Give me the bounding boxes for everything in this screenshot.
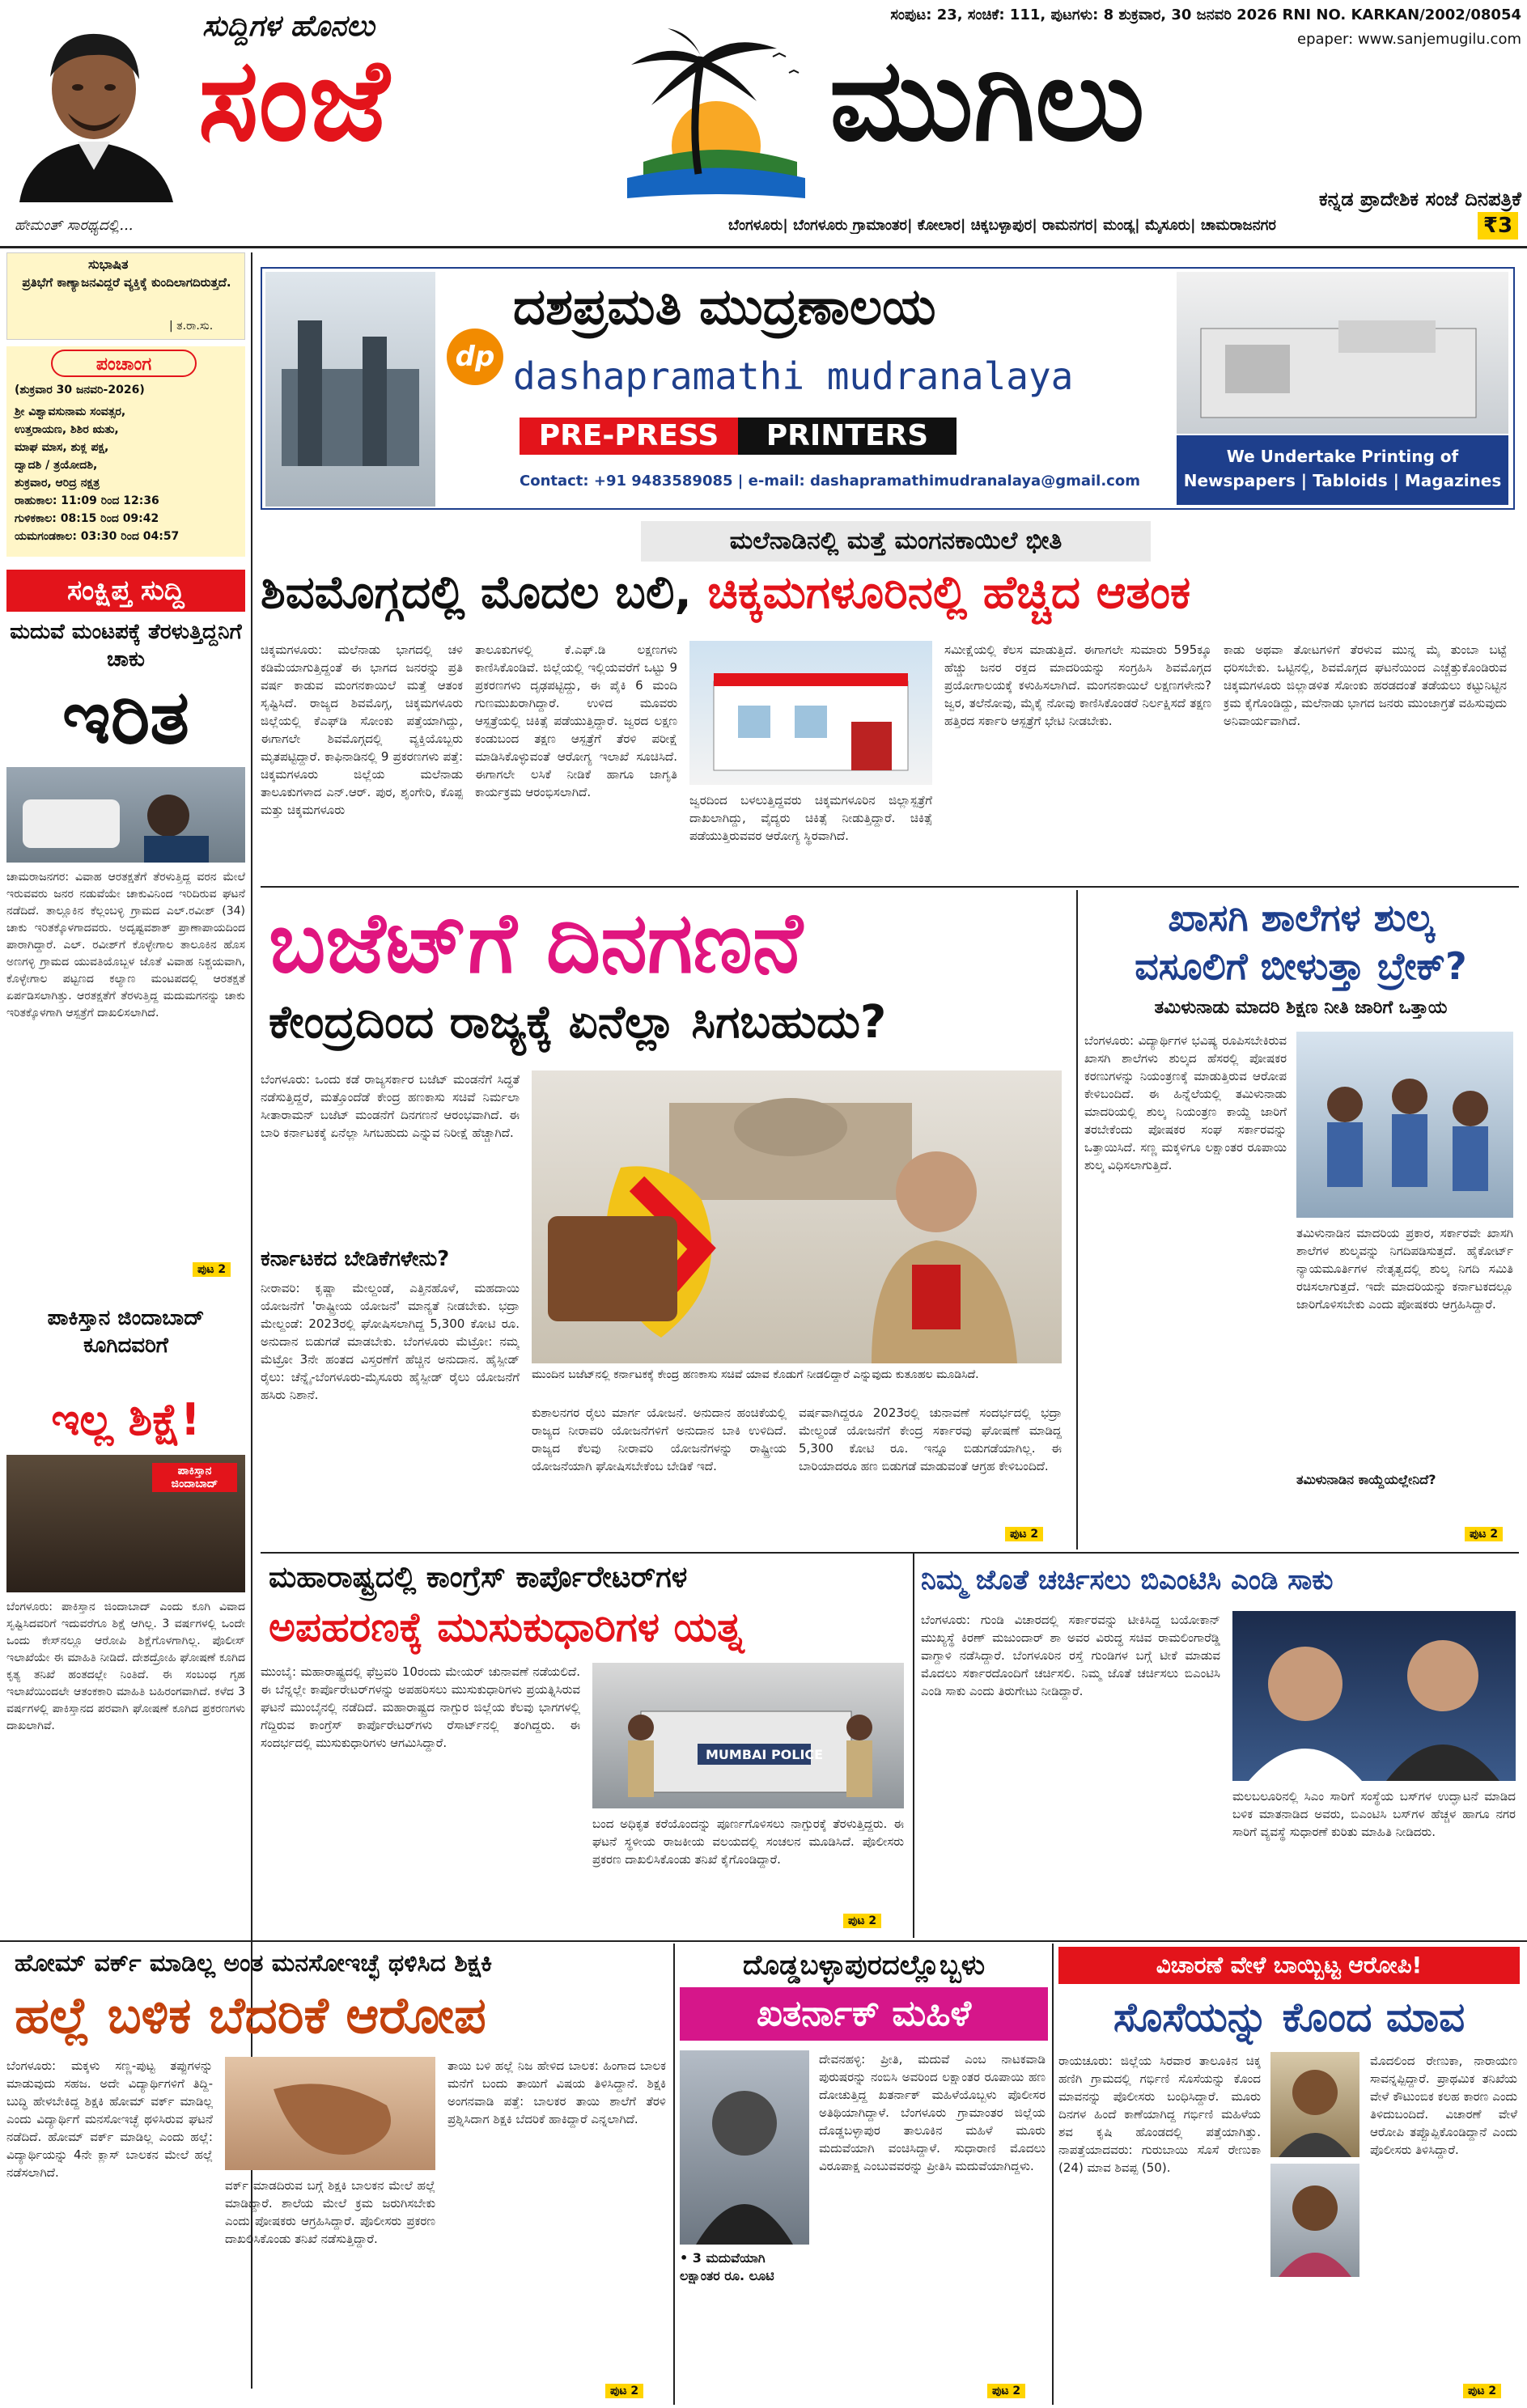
rule-3 xyxy=(0,1940,1527,1942)
epaper-url[interactable]: epaper: www.sanjemugilu.com xyxy=(1297,31,1521,48)
story8-photo-victim xyxy=(1270,2164,1359,2277)
subhashita-title: ಸುಭಾಷಿತ xyxy=(88,256,129,272)
ad-logo: dp xyxy=(447,329,503,385)
story4-photo-police xyxy=(592,1663,904,1808)
subhashita-author: | ತ.ರಾ.ಸು. xyxy=(169,320,214,333)
left-sidebar xyxy=(6,252,245,2211)
story1-col3: ಜ್ವರದಿಂದ ಬಳಲುತ್ತಿದ್ದವರು ಚಿಕ್ಕಮಗಳೂರಿನ ಜಿಲ್ಲಾಸ್ಪತ್ರೆಗೆ ದಾಖಲಾಗಿದ್ದು, ವೈದ್ಯರು ಚಿಕಿತ್ಸೆ ನೀಡುತ್ತಿದ್ದಾರೆ. ಚಿಕಿತ್ಸೆ ಪಡೆಯುತ್ತಿರುವವರ ಆರೋಗ್ಯ ಸ್ಥಿರವಾಗಿದೆ. xyxy=(689,793,932,843)
brief2-photo xyxy=(6,1455,245,1592)
story5-col2: ಮಲಬಲೂರಿನಲ್ಲಿ ಸಿಎಂ ಸಾರಿಗೆ ಸಂಸ್ಥೆಯ ಬಸ್‌ಗಳ ಉದ್ಘಾಟನೆ ಮಾಡಿದ ಬಳಿಕ ಮಾತನಾಡಿದ ಅವರು, ಬಿಎಂಟಿಸಿ ಬಸ್‌ಗಳ ಹೆಚ್ಚಳ ಹಾಗೂ ನಗರ ಸಾರಿಗೆ ವ್ಯವಸ್ಥೆ ಸುಧಾರಣೆ ಕುರಿತು ಮಾಹಿತಿ ನೀಡಿದರು. xyxy=(1232,1789,1516,1839)
story2-caption: ಮುಂದಿನ ಬಜೆಟ್‌ನಲ್ಲಿ ಕರ್ನಾಟಕಕ್ಕೆ ಕೇಂದ್ರ ಹಣಕಾಸು ಸಚಿವೆ ಯಾವ ಕೊಡುಗೆ ನೀಡಲಿದ್ದಾರೆ ಎನ್ನುವುದು ಕುತೂಹಲ ಮೂಡಿಸಿದೆ. xyxy=(532,1368,979,1381)
issue-line xyxy=(866,6,1521,23)
story2-continued[interactable]: ಪುಟ 2 xyxy=(1005,1527,1043,1541)
story2-subhead: ಕರ್ನಾಟಕದ ಬೇಡಿಕೆಗಳೇನು? xyxy=(261,1247,450,1271)
panchanga-item: ಶುಕ್ರವಾರ, ಆರಿದ್ರ ನಕ್ಷತ್ರ xyxy=(15,477,100,490)
subhashita-text: ಪ್ರತಿಭೆಗೆ ಕಾಣ್ಯಾಜನವಿದ್ದರೆ ವ್ಯಕ್ತಿಕ್ಕೆ ಕುಂದಿಲಾಗದಿರುತ್ತದೆ. xyxy=(22,275,231,290)
story4-photo-label: MUMBAI POLICE xyxy=(706,1747,824,1762)
issue-info: ಸಂಪುಟ: 23, ಸಂಚಿಕೆ: 111, ಪುಟಗಳು: 8 ಶುಕ್ರವಾರ, 30 ಜನವರಿ 2026 xyxy=(890,6,1278,23)
ad-tagline-1: We Undertake Printing of xyxy=(1226,447,1459,466)
story1-headline-red: ಚಿಕ್ಕಮಗಳೂರಿನಲ್ಲಿ ಹೆಚ್ಚಿದ ಆತಂಕ xyxy=(707,566,1191,619)
brief1-photo xyxy=(6,767,245,863)
ad-tagline-2: Newspapers | Tabloids | Magazines xyxy=(1183,471,1502,490)
story8-photo-accused xyxy=(1270,2052,1359,2157)
story2-headline2: ಕೇಂದ್ರದಿಂದ ರಾಜ್ಯಕ್ಕೆ ಏನೆಲ್ಲಾ ಸಿಗಬಹುದು? xyxy=(269,996,887,1049)
rni-number: RNI NO. KARKAN/2002/08054 xyxy=(1282,6,1521,23)
brief2-continued[interactable]: ಪುಟ 2 xyxy=(193,1262,231,1277)
brief2-kicker: ಪಾಕಿಸ್ತಾನ ಜಿಂದಾಬಾದ್ ಕೂಗಿದವರಿಗೆ xyxy=(47,1306,205,1358)
story7-photo-caption: • 3 ಮದುವೆಯಾಗಿ ಲಕ್ಷಾಂತರ ರೂ. ಲೂಟಿ xyxy=(680,2250,774,2283)
brief2-photo-label: ಪಾಕಿಸ್ತಾನ ಜಿಂದಾಬಾದ್ xyxy=(152,1463,237,1492)
story3-headline2: ವಸೂಲಿಗೆ ಬೀಳುತ್ತಾ ಬ್ರೇಕ್? xyxy=(1135,944,1467,988)
story-school-fees xyxy=(1084,894,1517,1550)
story1-col4: ಸಮೀಕ್ಷೆಯಲ್ಲಿ ಕೆಲಸ ಮಾಡುತ್ತಿದೆ. ಈಗಾಗಲೇ ಸುಮಾರು 595ಕ್ಕೂ ಹೆಚ್ಚು ಜನರ ರಕ್ತದ ಮಾದರಿಯನ್ನು ಸಂಗ್ರಹಿಸಿ ಶಿವಮೊಗ್ಗದ ಪ್ರಯೋಗಾಲಯಕ್ಕೆ ಕಳುಹಿಸಲಾಗಿದೆ. ಮಂಗನಕಾಯಿಲೆ ಲಕ್ಷಣಗಳೇನು? ಜ್ವರ, ತಲೆನೋವು, ಮೈಕೈ ನೋವು ಕಾಣಿಸಿಕೊಂಡರೆ ನಿರ್ಲಕ್ಷಿಸದೆ ತಕ್ಷಣ ಹತ್ತಿರದ ಸರ್ಕಾರಿ ಆಸ್ಪತ್ರೆಗೆ ಭೇಟಿ ನೀಡಬೇಕು. xyxy=(944,642,1211,728)
masthead-tagline: ಸುದ್ದಿಗಳ ಹೊನಲು xyxy=(202,10,375,43)
story1-col2: ತಾಲೂಕುಗಳಲ್ಲಿ ಕೆ.ಎಫ್.ಡಿ ಲಕ್ಷಣಗಳು ಕಾಣಿಸಿಕೊಂಡಿವೆ. ಜಿಲ್ಲೆಯಲ್ಲಿ ಇಲ್ಲಿಯವರೆಗೆ ಒಟ್ಟು 9 ಪ್ರಕರಣಗಳು ದೃಢಪಟ್ಟಿದ್ದು, ಈ ಪೈಕಿ 6 ಮಂದಿ ಗುಣಮುಖರಾಗಿದ್ದಾರೆ. ಉಳಿದ ಮೂವರು ಆಸ್ಪತ್ರೆಯಲ್ಲಿ ಚಿಕಿತ್ಸೆ ಪಡೆಯುತ್ತಿದ್ದಾರೆ. ಜ್ವರದ ಲಕ್ಷಣ ಕಂಡುಬಂದ ತಕ್ಷಣ ಆಸ್ಪತ್ರೆಗೆ ತೆರಳಿ ಪರೀಕ್ಷೆ ಮಾಡಿಸಿಕೊಳ್ಳುವಂತೆ ಆರೋಗ್ಯ ಇಲಾಖೆ ಸೂಚಿಸಿದೆ. ಈಗಾಗಲೇ ಲಸಿಕೆ ನೀಡಿಕೆ ಹಾಗೂ ಜಾಗೃತಿ ಕಾರ್ಯಕ್ರಮ ಆರಂಭಿಸಲಾಗಿದೆ. xyxy=(475,642,677,799)
story-kfd xyxy=(261,518,1515,882)
palm-sun-logo xyxy=(595,24,821,202)
panchanga-item: ಶ್ರೀ ವಿಶ್ವಾವಸುನಾಮ ಸಂವತ್ಸರ, xyxy=(15,405,126,418)
story1-col5: ಕಾಡು ಅಥವಾ ತೋಟಗಳಿಗೆ ತೆರಳುವ ಮುನ್ನ ಮೈ ತುಂಬಾ ಬಟ್ಟೆ ಧರಿಸಬೇಕು. ಒಟ್ಟಿನಲ್ಲಿ, ಶಿವಮೊಗ್ಗದ ಘಟನೆಯಿಂದ ಎಚ್ಚೆತ್ತುಕೊಂಡಿರುವ ಚಿಕ್ಕಮಗಳೂರು ಜಿಲ್ಲಾಡಳಿತ ಸೋಂಕು ಹರಡದಂತೆ ತಡೆಯಲು ಕಟ್ಟುನಿಟ್ಟಿನ ಕ್ರಮ ಕೈಗೊಂಡಿದ್ದು, ಮಲೆನಾಡು ಭಾಗದ ಜನರು ಮುಂಜಾಗ್ರತೆ ವಹಿಸುವುದು ಅನಿವಾರ್ಯವಾಗಿದೆ. xyxy=(1224,642,1507,728)
gulikakala: ಗುಳಿಕಕಾಲ: 08:15 ರಿಂದ 09:42 xyxy=(15,512,159,525)
ad-prepress: PRE-PRESS xyxy=(520,418,738,455)
rahukala: ರಾಹುಕಾಲ: 11:09 ರಿಂದ 12:36 xyxy=(15,494,159,507)
ad-photo-machine xyxy=(1177,272,1508,434)
brief1-headline: ಇರಿತ xyxy=(62,674,190,761)
story5-col1: ಬೆಂಗಳೂರು: ಗುಂಡಿ ವಿಚಾರದಲ್ಲಿ ಸರ್ಕಾರವನ್ನು ಟೀಕಿಸಿದ್ದ ಬಯೋಕಾನ್ ಮುಖ್ಯಸ್ಥೆ ಕಿರಣ್ ಮಜುಂದಾರ್ ಶಾ ಅವರ ವಿರುದ್ಧ ಸಚಿವ ರಾಮಲಿಂಗಾರೆಡ್ಡಿ ವಾಗ್ದಾಳಿ ನಡೆಸಿದ್ದಾರೆ. ಬೆಂಗಳೂರಿನ ರಸ್ತೆ ಗುಂಡಿಗಳ ಬಗ್ಗೆ ಟೀಕೆ ಮಾಡುವ ಮೊದಲು ಸರ್ಕಾರದೊಂದಿಗೆ ಚರ್ಚಿಸಲಿ. ನಿಮ್ಮ ಜೊತೆ ಚರ್ಚಿಸಲು ಬಿಎಂಟಿಸಿ ಎಂಡಿ ಸಾಕು ಎಂದು ತಿರುಗೇಟು ನೀಡಿದ್ದಾರೆ. xyxy=(921,1613,1220,1698)
story3-col1: ಬೆಂಗಳೂರು: ವಿದ್ಯಾರ್ಥಿಗಳ ಭವಿಷ್ಯ ರೂಪಿಸಬೇಕಿರುವ ಖಾಸಗಿ ಶಾಲೆಗಳು ಶುಲ್ಕದ ಹೆಸರಲ್ಲಿ ಪೋಷಕರ ಕರಣುಗಳನ್ನು ನಿಯಂತ್ರಣಕ್ಕೆ ಮಾಡುತ್ತಿರುವ ಆರೋಪ ಕೇಳಿಬಂದಿದೆ. ಈ ಹಿನ್ನೆಲೆಯಲ್ಲಿ ತಮಿಳುನಾಡು ಮಾದರಿಯಲ್ಲಿ ಶುಲ್ಕ ನಿಯಂತ್ರಣ ಕಾಯ್ದೆ ಜಾರಿಗೆ ತರಬೇಕೆಂದು ಪೋಷಕರ ಸಂಘ ಸರ್ಕಾರವನ್ನು ಒತ್ತಾಯಿಸಿದೆ. ಸಣ್ಣ ಮಕ್ಕಳಿಗೂ ಲಕ್ಷಾಂತರ ರೂಪಾಯಿ ಶುಲ್ಕ ವಿಧಿಸಲಾಗುತ್ತಿದೆ. xyxy=(1084,1033,1287,1172)
editor-caption: ಹೇಮಂತ್ ಸಾರಥ್ಯದಲ್ಲಿ... xyxy=(15,217,134,234)
rule-maharashtra-vertical xyxy=(913,1554,914,1938)
story-maharashtra xyxy=(261,1558,908,1938)
story5-headline: ನಿಮ್ಮ ಜೊತೆ ಚರ್ಚಿಸಲು ಬಿಎಂಟಿಸಿ ಎಂಡಿ ಸಾಕು xyxy=(921,1564,1334,1596)
panchanga-item: ಉತ್ತರಾಯಣ, ಶಿಶಿರ ಋತು, xyxy=(15,423,119,436)
story1-col1: ಚಿಕ್ಕಮಗಳೂರು: ಮಲೆನಾಡು ಭಾಗದಲ್ಲಿ ಚಳಿ ಕಡಿಮೆಯಾಗುತ್ತಿದ್ದಂತೆ ಈ ಭಾಗದ ಜನರನ್ನು ಪ್ರತಿ ವರ್ಷ ಕಾಡುವ ಮಂಗನಕಾಯಿಲೆ ಮತ್ತೆ ಆತಂಕ ಸೃಷ್ಟಿಸಿದೆ. ರಾಜ್ಯದ ಶಿವಮೊಗ್ಗ, ಚಿಕ್ಕಮಗಳೂರು ಜಿಲ್ಲೆಯಲ್ಲಿ ಕೆಎಫ್‌ಡಿ ಸೋಂಕು ಪತ್ತೆಯಾಗಿದ್ದು, ಈಗಾಗಲೇ ಶಿವಮೊಗ್ಗದಲ್ಲಿ ವ್ಯಕ್ತಿಯೊಬ್ಬರು ಮೃತಪಟ್ಟಿದ್ದಾರೆ. ಕಾಫಿನಾಡಿನಲ್ಲಿ 9 ಪ್ರಕರಣಗಳು ಪತ್ತೆ: ಚಿಕ್ಕಮಗಳೂರು ಜಿಲ್ಲೆಯ ಮಲೆನಾಡು ತಾಲೂಕುಗಳಾದ ಎನ್.ಆರ್. ಪುರ, ಶೃಂಗೇರಿ, ಕೊಪ್ಪ ಮತ್ತು ಚಿಕ್ಕಮಗಳೂರು xyxy=(261,642,463,817)
story3-col2: ತಮಿಳುನಾಡಿನ ಮಾದರಿಯ ಪ್ರಕಾರ, ಸರ್ಕಾರವೇ ಖಾಸಗಿ ಶಾಲೆಗಳ ಶುಲ್ಕವನ್ನು ನಿಗದಿಪಡಿಸುತ್ತದೆ. ಹೈಕೋರ್ಟ್ ನ್ಯಾಯಮೂರ್ತಿಗಳ ನೇತೃತ್ವದಲ್ಲಿ ಶುಲ್ಕ ನಿಗದಿ ಸಮಿತಿ ರಚಿಸಲಾಗುತ್ತದೆ. ಇದೇ ಮಾದರಿಯನ್ನು ಕರ್ನಾಟಕದಲ್ಲೂ ಜಾರಿಗೊಳಿಸಬೇಕು ಎಂದು ಪೋಷಕರು ಆಗ್ರಹಿಸಿದ್ದಾರೆ. xyxy=(1296,1226,1513,1312)
panchanga-date: (ಶುಕ್ರವಾರ 30 ಜನವರಿ-2026) xyxy=(15,384,145,396)
rule-doddaballapura-vertical xyxy=(1052,1944,1054,2405)
brief2-headline: ಇಲ್ಲ ಶಿಕ್ಷೆ! xyxy=(51,1394,201,1445)
masthead-subtitle: ಕನ್ನಡ ಪ್ರಾದೇಶಿಕ ಸಂಜೆ ದಿನಪತ್ರಿಕೆ xyxy=(1318,188,1521,210)
ad-name-kn: ದಶಪ್ರಮತಿ ಮುದ್ರಣಾಲಯ xyxy=(513,277,936,336)
story7-photo-woman xyxy=(680,2050,809,2245)
story8-col1: ರಾಯಚೂರು: ಜಿಲ್ಲೆಯ ಸಿರವಾರ ತಾಲೂಕಿನ ಚಿಕ್ಕ ಹಣಿಗಿ ಗ್ರಾಮದಲ್ಲಿ ಗರ್ಭಿಣಿ ಸೊಸೆಯನ್ನು ಕೊಂದ ಮಾವನನ್ನು ಪೊಲೀಸರು ಬಂಧಿಸಿದ್ದಾರೆ. ಮೂರು ದಿನಗಳ ಹಿಂದೆ ಕಾಣೆಯಾಗಿದ್ದ ಗರ್ಭಿಣಿ ಮಹಿಳೆಯ ಶವ ಕೃಷಿ ಹೊಂಡದಲ್ಲಿ ಪತ್ತೆಯಾಗಿತ್ತು. ನಾಪತ್ತೆಯಾದವರು: ಗುರುಬಾಯಿ ಸೊಸೆ ರೇಣುಕಾ (24) ಮಾವ ಶಿವಪ್ಪ (50). xyxy=(1058,2054,1261,2175)
panchanga-item: ದ್ವಾದಶಿ / ತ್ರಯೋದಶಿ, xyxy=(15,459,98,472)
masthead-rule xyxy=(0,246,1527,248)
story-doddaballapura xyxy=(680,1947,1048,2404)
regions-bar: ಬೆಂಗಳೂರು| ಬೆಂಗಳೂರು ಗ್ರಾಮಾಂತರ| ಕೋಲಾರ| ಚಿಕ್ಕಬಳ್ಳಾಪುರ| ರಾಮನಗರ| ಮಂಡ್ಯ| ಮೈಸೂರು| ಚಾಮರಾಜನಗರ xyxy=(728,217,1276,234)
panchanga-box xyxy=(6,346,245,557)
story1-kicker: ಮಲೆನಾಡಿನಲ್ಲಿ ಮತ್ತೆ ಮಂಗನಕಾಯಿಲೆ ಭೀತಿ xyxy=(641,521,1151,562)
masthead-title-left: ಸಂಜೆ xyxy=(198,35,390,167)
story-father-in-law xyxy=(1058,1947,1520,2404)
panchanga-item: ಮಾಘ ಮಾಸ, ಶುಕ್ಲ ಪಕ್ಷ, xyxy=(15,441,109,454)
story6-kicker: ಹೋಮ್ ವರ್ಕ್ ಮಾಡಿಲ್ಲ ಅಂತ ಮನಸೋಇಚ್ಛೆ ಥಳಿಸಿದ ಶಿಕ್ಷಕಿ xyxy=(15,1949,493,1978)
story5-photo-leaders xyxy=(1232,1611,1516,1781)
story4-continued[interactable]: ಪುಟ 2 xyxy=(843,1914,881,1928)
story7-col1: ದೇವನಹಳ್ಳಿ: ಪ್ರೀತಿ, ಮದುವೆ ಎಂಬ ನಾಟಕವಾಡಿ ಪುರುಷರನ್ನು ನಂಬಿಸಿ ಅವರಿಂದ ಲಕ್ಷಾಂತರ ರೂಪಾಯಿ ಹಣ ದೋಚುತ್ತಿದ್ದ ಖತರ್ನಾಕ್ ಮಹಿಳೆಯೊಬ್ಬಳು ಪೊಲೀಸರ ಅತಿಥಿಯಾಗಿದ್ದಾಳೆ. ಬೆಂಗಳೂರು ಗ್ರಾಮಾಂತರ ಜಿಲ್ಲೆಯ ದೊಡ್ಡಬಳ್ಳಾಪುರ ತಾಲೂಕಿನ ಮಹಿಳೆ ಮೂರು ಮದುವೆಯಾಗಿ ವಂಚಿಸಿದ್ದಾಳೆ. ಸುಧಾರಾಣಿ ಮೊದಲು ವಿರೂಪಾಕ್ಷ ಎಂಬುವವರನ್ನು ಪ್ರೀತಿಸಿ ಮದುವೆಯಾಗಿದ್ದಳು. xyxy=(819,2052,1046,2173)
story-budget xyxy=(261,894,1070,1550)
story3-continued[interactable]: ಪುಟ 2 xyxy=(1465,1527,1503,1541)
story2-col1: ಬೆಂಗಳೂರು: ಒಂದು ಕಡೆ ರಾಜ್ಯಸರ್ಕಾರ ಬಜೆಟ್ ಮಂಡನೆಗೆ ಸಿದ್ಧತೆ ನಡೆಸುತ್ತಿದ್ದರೆ, ಮತ್ತೊಂದೆಡೆ ಕೇಂದ್ರ ಹಣಕಾಸು ಸಚಿವೆ ನಿರ್ಮಲಾ ಸೀತಾರಾಮನ್ ಬಜೆಟ್ ಮಂಡನೆಗೆ ದಿನಗಣನೆ ಆರಂಭವಾಗಿದೆ. ಈ ಬಾರಿ ಕರ್ನಾಟಕಕ್ಕೆ ಏನೆಲ್ಲಾ ಸಿಗಬಹುದು ಎನ್ನುವ ನಿರೀಕ್ಷೆ ಹೆಚ್ಚಾಗಿದೆ. xyxy=(261,1072,520,1140)
story6-continued[interactable]: ಪುಟ 2 xyxy=(605,2384,643,2398)
price-badge: ₹3 xyxy=(1478,212,1518,240)
brief1-kicker: ಮದುವೆ ಮಂಟಪಕ್ಕೆ ತೆರಳುತ್ತಿದ್ದನಿಗೆ ಚಾಕು xyxy=(10,620,242,672)
story2-col3: ವರ್ಷವಾಗಿದ್ದರೂ 2023ರಲ್ಲಿ ಚುನಾವಣೆ ಸಂದರ್ಭದಲ್ಲಿ ಭದ್ರಾ ಮೇಲ್ದಂಡೆ ಯೋಜನೆಗೆ ಕೇಂದ್ರ ಸರ್ಕಾರವು ಘೋಷಣೆ ಮಾಡಿದ್ದ 5,300 ಕೋಟಿ ರೂ. ಇನ್ನೂ ಬಿಡುಗಡೆಯಾಗಿಲ್ಲ. ಈ ಬಾರಿಯಾದರೂ ಹಣ ಬಿಡುಗಡೆ ಮಾಡುವಂತೆ ಆಗ್ರಹ ಕೇಳಿಬಂದಿದೆ. xyxy=(799,1405,1062,1473)
ad-printers: PRINTERS xyxy=(738,418,956,455)
story4-col2: ಬಂದ ಅಧಿಕೃತ ಕರೆಯೊಂದನ್ನು ಪೂರ್ಣಗೊಳಿಸಲು ನಾಗ್ಪುರಕ್ಕೆ ತೆರಳುತ್ತಿದ್ದರು. ಈ ಘಟನೆ ಸ್ಥಳೀಯ ರಾಜಕೀಯ ವಲಯದಲ್ಲಿ ಸಂಚಲನ ಮೂಡಿಸಿದೆ. ಪೊಲೀಸರು ಪ್ರಕರಣ ದಾಖಲಿಸಿಕೊಂಡು ತನಿಖೆ ಕೈಗೊಂಡಿದ್ದಾರೆ. xyxy=(592,1817,904,1867)
story1-headline-black: ಶಿವಮೊಗ್ಗದಲ್ಲಿ ಮೊದಲ ಬಲಿ, xyxy=(261,566,692,619)
story8-col2: ಮೊದಲಿಂದ ರೇಣುಕಾ, ನಾರಾಯಣ ಸಾವನ್ನಪ್ಪಿದ್ದಾರೆ. ಪ್ರಾಥಮಿಕ ತನಿಖೆಯ ವೇಳೆ ಕೌಟುಂಬಿಕ ಕಲಹ ಕಾರಣ ಎಂದು ತಿಳಿದುಬಂದಿದೆ. ವಿಚಾರಣೆ ವೇಳೆ ಆರೋಪಿ ತಪ್ಪೊಪ್ಪಿಕೊಂಡಿದ್ದಾನೆ ಎಂದು ಪೊಲೀಸರು ತಿಳಿಸಿದ್ದಾರೆ. xyxy=(1370,2054,1517,2157)
ad-tagline-box xyxy=(1177,435,1508,505)
story7-continued[interactable]: ಪುಟ 2 xyxy=(987,2384,1025,2398)
story6-col1: ಬೆಂಗಳೂರು: ಮಕ್ಕಳು ಸಣ್ಣ-ಪುಟ್ಟ ತಪ್ಪುಗಳನ್ನು ಮಾಡುವುದು ಸಹಜ. ಅದೇ ವಿದ್ಯಾರ್ಥಿಗಳಿಗೆ ತಿದ್ದಿ-ಬುದ್ಧಿ ಹೇಳಬೇಕಿದ್ದ ಶಿಕ್ಷಕಿ ಹೋಮ್ ವರ್ಕ್ ಮಾಡಿಲ್ಲ ಎಂದು ವಿದ್ಯಾರ್ಥಿಗೆ ಮನಸೋಇಚ್ಛೆ ಥಳಿಸಿರುವ ಘಟನೆ ನಡೆದಿದೆ. ಹೋಮ್ ವರ್ಕ್ ಮಾಡಿಲ್ಲ ಎಂದು ಹಲ್ಲೆ: ವಿದ್ಯಾರ್ಥಿಯನ್ನು 4ನೇ ಕ್ಲಾಸ್ ಬಾಲಕನ ಮೇಲೆ ಹಲ್ಲೆ ನಡೆಸಲಾಗಿದೆ. xyxy=(6,2058,213,2180)
ad-name-en: dashapramathi mudranalaya xyxy=(513,354,1074,398)
story4-headline: ಅಪಹರಣಕ್ಕೆ ಮುಸುಕುಧಾರಿಗಳ ಯತ್ನ xyxy=(269,1604,744,1651)
ad-photo-press xyxy=(265,272,435,507)
story8-headline: ಸೊಸೆಯನ್ನು ಕೊಂದ ಮಾವ xyxy=(1113,1994,1465,2041)
story4-kicker: ಮಹಾರಾಷ್ಟ್ರದಲ್ಲಿ ಕಾಂಗ್ರೆಸ್ ಕಾರ್ಪೊರೇಟರ್‌ಗಳ xyxy=(269,1561,688,1594)
story-homework xyxy=(6,1947,670,2404)
panchanga-list xyxy=(15,403,241,545)
story1-photo-hospital xyxy=(689,641,932,785)
masthead xyxy=(0,0,1527,243)
ad-contact: Contact: +91 9483589085 | e-mail: dashapramathimudranalaya@gmail.com xyxy=(520,473,1140,490)
yamagandakala: ಯಮಗಂಡಕಾಲ: 03:30 ರಿಂದ 04:57 xyxy=(15,530,180,543)
brief2-body: ಬೆಂಗಳೂರು: ಪಾಕಿಸ್ತಾನ ಜಿಂದಾಬಾದ್ ಎಂದು ಕೂಗಿ ವಿವಾದ ಸೃಷ್ಟಿಸಿದವರಿಗೆ ಇದುವರೆಗೂ ಶಿಕ್ಷೆ ಆಗಿಲ್ಲ. 3 ವರ್ಷಗಳಲ್ಲಿ ಒಂದೇ ಒಂದು ಕೇಸ್‌ನಲ್ಲೂ ಆರೋಪಿ ಶಿಕ್ಷೆಗೊಳಗಾಗಿಲ್ಲ. ಪೊಲೀಸ್ ಇಲಾಖೆಯೇ ಈ ಮಾಹಿತಿ ನೀಡಿದೆ. ದೇಶದ್ರೋಹಿ ಘೋಷಣೆ ಕೂಗಿದ ಕೃತ್ಯ ತನಿಖೆ ಹಂತದಲ್ಲೇ ನಿಂತಿದೆ. ಈ ಸಂಬಂಧ ಗೃಹ ಇಲಾಖೆಯಿಂದಲೇ ಆತಂಕಕಾರಿ ಮಾಹಿತಿ ಬಹಿರಂಗವಾಗಿದೆ. ಕಳೆದ 3 ವರ್ಷಗಳಲ್ಲಿ ಪಾಕಿಸ್ತಾನದ ಪರವಾಗಿ ಘೋಷಣೆ ಕೂಗಿದ ಪ್ರಕರಣಗಳು ದಾಖಲಾಗಿವೆ. xyxy=(6,1600,245,1732)
story3-subhead: ತಮಿಳುನಾಡಿನ ಕಾಯ್ದೆಯಲ್ಲೇನಿದೆ? xyxy=(1296,1472,1436,1487)
story7-kicker: ದೊಡ್ಡಬಳ್ಳಾಪುರದಲ್ಲೊಬ್ಬಳು xyxy=(742,1949,986,1982)
editor-portrait xyxy=(11,8,177,202)
story6-col3: ತಾಯಿ ಬಳಿ ಹಲ್ಲೆ ನಿಜ ಹೇಳಿದ ಬಾಲಕ: ಹಿಂಗಾದ ಬಾಲಕ ಮನೆಗೆ ಬಂದು ತಾಯಿಗೆ ವಿಷಯ ತಿಳಿಸಿದ್ದಾನೆ. ಶಿಕ್ಷಕಿ ಅಂಗನವಾಡಿ ಪತ್ತೆ: ಬಾಲಕರ ತಾಯಿ ಶಾಲೆಗೆ ತೆರಳಿ ಪ್ರಶ್ನಿಸಿದಾಗ ಶಿಕ್ಷಕಿ ಬೆದರಿಕೆ ಹಾಕಿದ್ದಾರೆ ಎನ್ನಲಾಗಿದೆ. xyxy=(447,2058,666,2126)
story6-photo-injury xyxy=(225,2057,435,2170)
story6-headline: ಹಲ್ಲೆ ಬಳಿಕ ಬೆದರಿಕೆ ಆರೋಪ xyxy=(15,1986,486,2045)
brief-news-title: ಸಂಕ್ಷಿಪ್ತ ಸುದ್ದಿ xyxy=(6,570,245,612)
story2-col2: ಕುಶಾಲನಗರ ರೈಲು ಮಾರ್ಗ ಯೋಜನೆ. ಅನುದಾನ ಹಂಚಿಕೆಯಲ್ಲಿ ರಾಜ್ಯದ ನೀರಾವರಿ ಯೋಜನೆಗಳಿಗೆ ಅನುದಾನ ಬಾಕಿ ಉಳಿದಿದೆ. ರಾಜ್ಯದ ಕೆಲವು ನೀರಾವರಿ ಯೋಜನೆಗಳನ್ನು ರಾಷ್ಟ್ರೀಯ ಯೋಜನೆಯಾಗಿ ಘೋಷಿಸಬೇಕೆಂಬ ಬೇಡಿಕೆ ಇದೆ. xyxy=(532,1405,787,1473)
story8-kicker: ವಿಚಾರಣೆ ವೇಳೆ ಬಾಯ್ಬಿಟ್ಟ ಆರೋಪಿ! xyxy=(1058,1947,1520,1984)
rule-2 xyxy=(261,1552,1519,1554)
story7-headline: ಖತರ್ನಾಕ್ ಮಹಿಳೆ xyxy=(680,1987,1048,2041)
story4-col1: ಮುಂಬೈ: ಮಹಾರಾಷ್ಟ್ರದಲ್ಲಿ ಫೆಬ್ರವರಿ 10ರಂದು ಮೇಯರ್ ಚುನಾವಣೆ ನಡೆಯಲಿದೆ. ಈ ಬೆನ್ನಲ್ಲೇ ಕಾರ್ಪೊರೇಟರ್‌ಗಳನ್ನು ಅಪಹರಿಸಲು ಮುಸುಕುಧಾರಿಗಳು ಪ್ರಯತ್ನಿಸಿರುವ ಘಟನೆ ಮುಂಬೈನಲ್ಲಿ ನಡೆದಿದೆ. ಮಹಾರಾಷ್ಟ್ರದ ನಾಗ್ಪುರ ಜಿಲ್ಲೆಯ ಕೆಲವು ಭಾಗಗಳಲ್ಲಿ ಗೆದ್ದಿರುವ ಕಾಂಗ್ರೆಸ್ ಕಾರ್ಪೊರೇಟರ್‌ಗಳು ರೆಸಾರ್ಟ್‌ನಲ್ಲಿ ತಂಗಿದ್ದರು. ಈ ಸಂದರ್ಭದಲ್ಲಿ ಮುಸುಕುಧಾರಿಗಳು ಆಗಮಿಸಿದ್ದಾರೆ. xyxy=(261,1664,580,1750)
rule-budget-vertical xyxy=(1076,890,1078,1550)
story6-col2: ವರ್ಕ್ ಮಾಡದಿರುವ ಬಗ್ಗೆ ಶಿಕ್ಷಕಿ ಬಾಲಕನ ಮೇಲೆ ಹಲ್ಲೆ ಮಾಡಿದ್ದಾರೆ. ಶಾಲೆಯ ಮೇಲೆ ಕ್ರಮ ಜರುಗಿಸಬೇಕು ಎಂದು ಪೋಷಕರು ಆಗ್ರಹಿಸಿದ್ದಾರೆ. ಪೊಲೀಸರು ಪ್ರಕರಣ ದಾಖಲಿಸಿಕೊಂಡು ತನಿಖೆ ನಡೆಸುತ್ತಿದ್ದಾರೆ. xyxy=(225,2178,435,2246)
subhashita-box xyxy=(6,252,245,340)
story2-headline1: ಬಜೆಟ್‌ಗೆ ದಿನಗಣನೆ xyxy=(269,893,803,992)
brief1-body: ಚಾಮರಾಜನಗರ: ವಿವಾಹ ಆರತಕ್ಷತೆಗೆ ತೆರಳುತ್ತಿದ್ದ ವರನ ಮೇಲೆ ಇರುವವರು ಜನರ ನಡುವೆಯೇ ಚಾಕುವಿನಿಂದ ಇರಿದಿರುವ ಘಟನೆ ನಡೆದಿದೆ. ತಾಲ್ಲೂಕಿನ ಕೆಲ್ಲಂಬಳ್ಳಿ ಗ್ರಾಮದ ಎಲ್.ರವೀಶ್ (34) ಚಾಕು ಇರಿತಕ್ಕೊಳಗಾದವರು. ಅದೃಷ್ಟವಶಾತ್ ಪ್ರಾಣಾಪಾಯದಿಂದ ಪಾರಾಗಿದ್ದಾರೆ. ಎಲ್. ರವೀಶ್‌ಗೆ ಕೊಳ್ಳೇಗಾಲ ತಾಲೂಕಿನ ಹೊಸ ಅಣಗಳ್ಳಿ ಗ್ರಾಮದ ಯುವತಿಯೊಬ್ಬಳ ಜೊತೆ ವಿವಾಹ ನಿಶ್ಚಯವಾಗಿ, ಕೊಳ್ಳೇಗಾಲ ಪಟ್ಟಣದ ಕಲ್ಯಾಣ ಮಂಟಪದಲ್ಲಿ ಆರತಕ್ಷತೆ ಏರ್ಪಡಿಸಲಾಗಿತ್ತು. ಆರತಕ್ಷತೆಗೆ ತೆರಳುತ್ತಿದ್ದ ಮದುಮಗನನ್ನು ಚಾಕು ಇರಿತಕ್ಕೊಳಗಾಗಿ ಆಸ್ಪತ್ರೆಗೆ ದಾಖಲಿಸಲಾಗಿದೆ. xyxy=(6,871,245,1020)
masthead-title-right: ಮುಗಿಲು xyxy=(829,35,1145,167)
story2-photo-budget xyxy=(532,1070,1062,1363)
rule-1 xyxy=(261,886,1519,888)
story3-kicker: ತಮಿಳುನಾಡು ಮಾದರಿ ಶಿಕ್ಷಣ ನೀತಿ ಜಾರಿಗೆ ಒತ್ತಾಯ xyxy=(1154,998,1448,1018)
story2-col1b: ನೀರಾವರಿ: ಕೃಷ್ಣಾ ಮೇಲ್ದಂಡೆ, ಎತ್ತಿನಹೊಳೆ, ಮಹದಾಯಿ ಯೋಜನೆಗೆ 'ರಾಷ್ಟ್ರೀಯ ಯೋಜನೆ' ಮಾನ್ಯತೆ ನೀಡಬೇಕು. ಭದ್ರಾ ಮೇಲ್ದಂಡೆ: 2023ರಲ್ಲಿ ಘೋಷಿಸಲಾಗಿದ್ದ 5,300 ಕೋಟಿ ರೂ. ಅನುದಾನ ಬಿಡುಗಡೆ ಮಾಡಬೇಕು. ಬೆಂಗಳೂರು ಮೆಟ್ರೋ: ನಮ್ಮ ಮೆಟ್ರೋ 3ನೇ ಹಂತದ ವಿಸ್ತರಣೆಗೆ ಹೆಚ್ಚಿನ ಅನುದಾನ. ಹೈಸ್ಪೀಡ್ ರೈಲು: ಚೆನ್ನೈ-ಬೆಂಗಳೂರು-ಮೈಸೂರು ಹೈಸ್ಪೀಡ್ ರೈಲು ಯೋಜನೆಗೆ ಹಸಿರು ನಿಶಾನೆ. xyxy=(261,1281,520,1402)
ad-banner xyxy=(261,267,1515,510)
story8-continued[interactable]: ಪುಟ 2 xyxy=(1463,2384,1501,2398)
story3-photo-students xyxy=(1296,1032,1513,1218)
story-bmtc xyxy=(921,1558,1517,1938)
story1-headline xyxy=(261,566,1515,620)
panchanga-title: ಪಂಚಾಂಗ xyxy=(51,350,197,377)
story3-headline1: ಖಾಸಗಿ ಶಾಲೆಗಳ ಶುಲ್ಕ xyxy=(1168,896,1434,939)
rule-homework-vertical xyxy=(673,1944,675,2405)
